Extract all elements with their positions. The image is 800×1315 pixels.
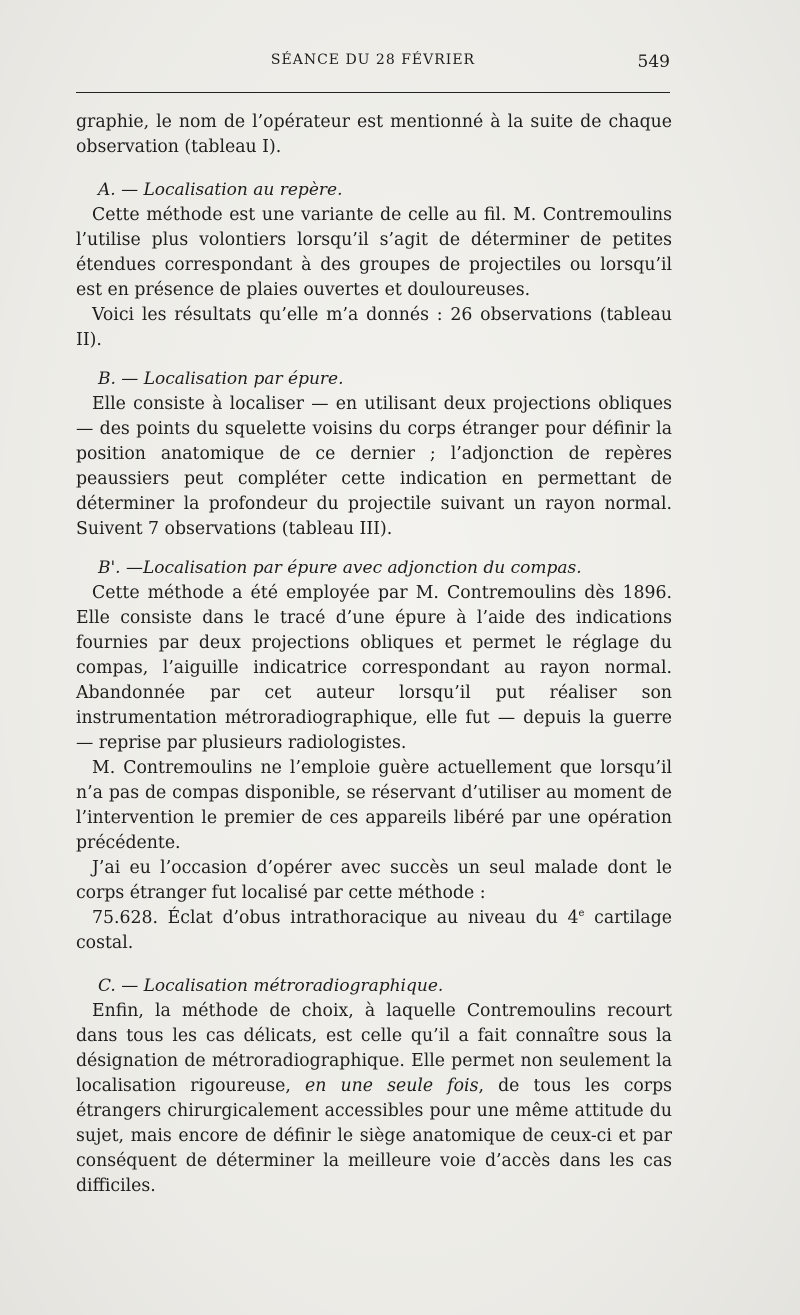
- section-c-paragraph-1: [76, 999, 672, 1199]
- section-b-paragraph-1: Elle consiste à localiser — en utilisant deux projections obliques — des points du squelette voisins du corps étranger pour définir la position anatomique de ce dernier ; l’adjonction de repères peaussiers peut compléter cette indication en permettant de déterminer la profondeur du projectile suivant un rayon normal. Suivent 7 observations (tableau III).: [76, 394, 672, 539]
- section-b-prime-paragraph-1: Cette méthode a été employée par M. Contremoulins dès 1896. Elle consiste dans le tracé d’une épure à l’aide des indications fournies par deux projections obliques et permet le réglage du compas, l’aiguille indicatrice correspondant au rayon normal. Abandonnée par cet auteur lorsqu’il put réaliser son instrumentation métroradiographique, elle fut — depuis la guerre — reprise par plusieurs radiologistes.: [76, 583, 672, 753]
- section-a-heading: A. — Localisation au repère.: [98, 180, 343, 200]
- section-b-prime-paragraph-2: M. Contremoulins ne l’emploie guère actuellement que lorsqu’il n’a pas de compas disponible, se réservant d’utiliser au moment de l’intervention le premier de ces appareils libéré par une opération précédente.: [76, 758, 672, 853]
- section-b-prime-paragraph-3: J’ai eu l’occasion d’opérer avec succès un seul malade dont le corps étranger fut localisé par cette méthode :: [76, 858, 672, 903]
- section-a-paragraph-1: Cette méthode est une variante de celle au fil. M. Contremoulins l’utilise plus volontiers lorsqu’il s’agit de déterminer de petites étendues correspondant à des groupes de projectiles ou lorsqu’il est en présence de plaies ouvertes et douloureuses.: [76, 205, 672, 300]
- section-b-prime-heading: B'. —Localisation par épure avec adjonction du compas.: [98, 558, 582, 578]
- running-title: SÉANCE DU 28 FÉVRIER: [270, 52, 476, 68]
- ordinal-superscript: e: [578, 908, 585, 920]
- page-header: [76, 52, 670, 76]
- case-text-end: cartilage costal.: [76, 908, 672, 953]
- section-b-heading: B. — Localisation par épure.: [98, 369, 344, 389]
- section-c-text-start: Enfin, la méthode de choix, à laquelle Contremoulins recourt dans tous les cas délicats, est celle qu’il a fait connaître sous la désignation de métroradiographique. Elle permet non seulement la localisation rigoureuse,: [76, 1001, 672, 1096]
- page-body: [76, 110, 672, 1199]
- section-a-paragraph-2: Voici les résultats qu’elle m’a donnés : 26 observations (tableau II).: [76, 305, 672, 350]
- italic-phrase: en une seule fois: [305, 1076, 479, 1096]
- section-c-heading: C. — Localisation métroradiographique.: [98, 976, 444, 996]
- case-text: 75.628. Éclat d’obus intrathoracique au niveau du 4: [92, 908, 579, 928]
- section-c-text-end: , de tous les corps étrangers chirurgicalement accessibles pour une même attitude du sujet, mais encore de définir le siège anatomique de ceux-ci et par conséquent de déterminer la meilleure voie d’accès dans les cas difficiles.: [76, 1076, 672, 1196]
- paragraph-continuation: graphie, le nom de l’opérateur est mentionné à la suite de chaque observation (tableau I).: [76, 112, 672, 157]
- section-b-prime-paragraph-4: [76, 906, 672, 956]
- header-rule: [76, 92, 670, 93]
- page-number: 549: [637, 52, 670, 72]
